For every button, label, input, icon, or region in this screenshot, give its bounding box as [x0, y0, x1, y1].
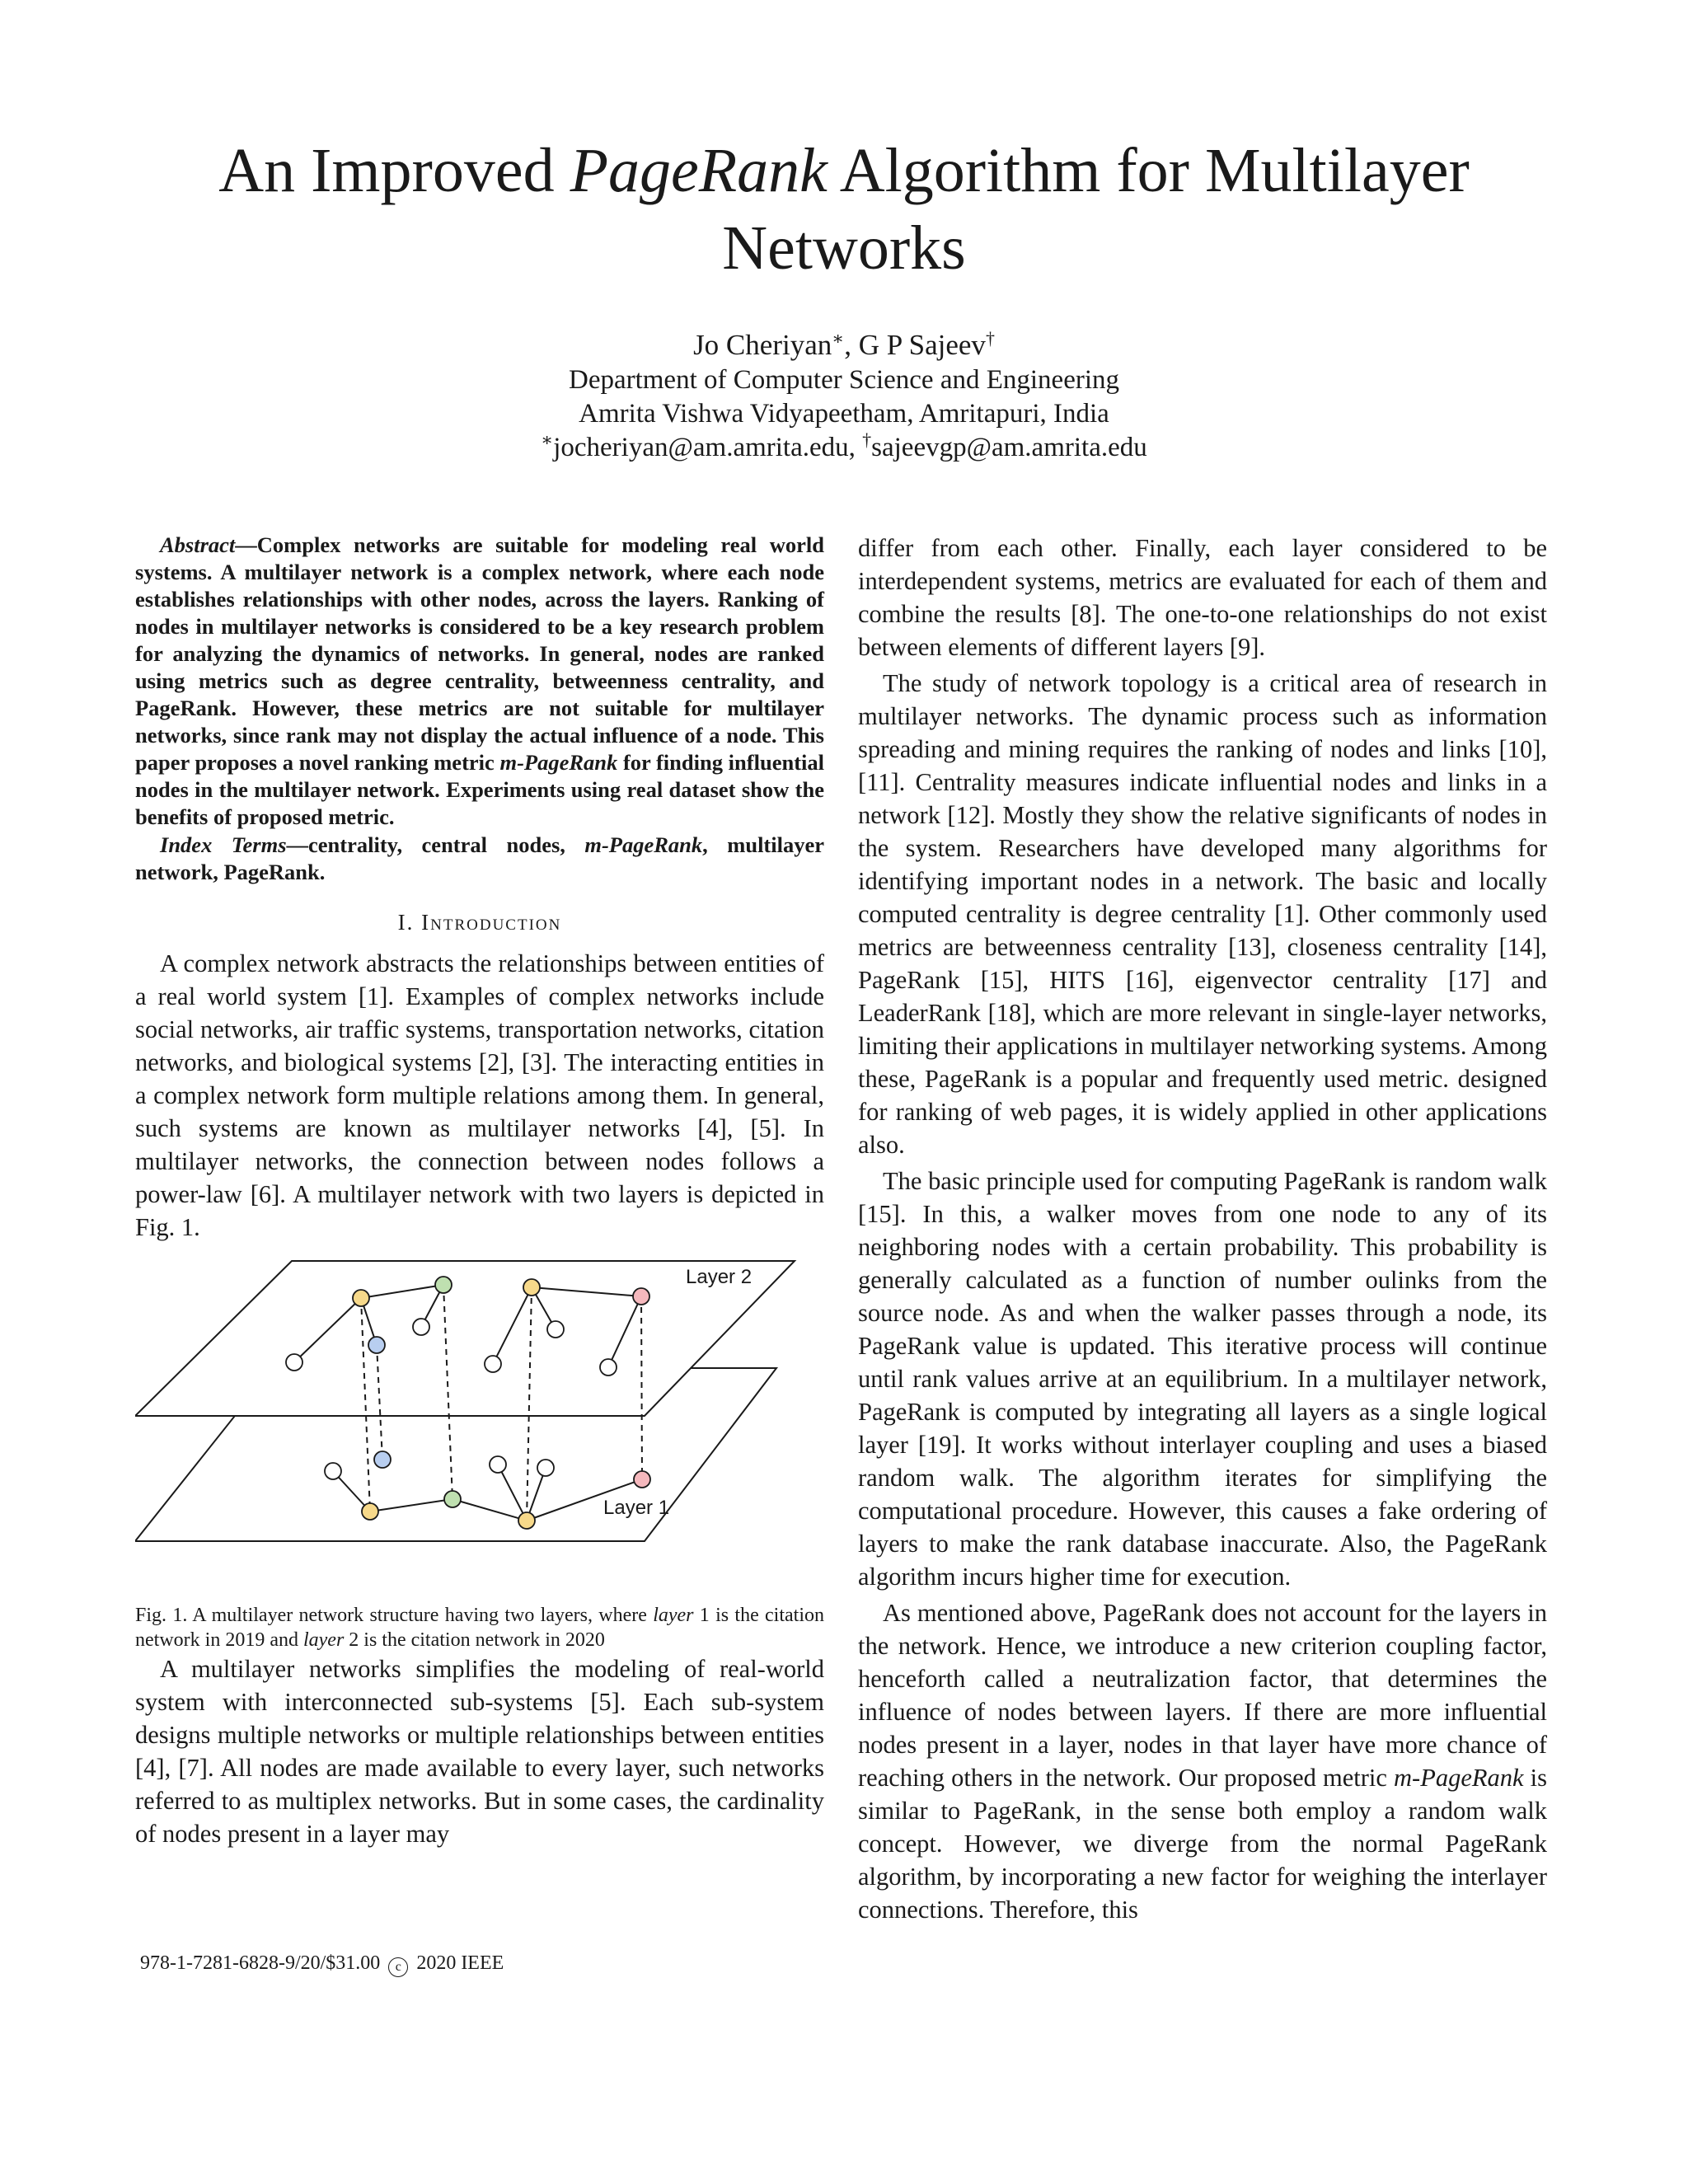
abstract-label: Abstract: [160, 532, 236, 557]
node-l1-yellow-a: [362, 1503, 378, 1520]
node-l2-green: [435, 1277, 452, 1293]
email-1-mark: ∗: [541, 429, 554, 450]
right-paragraph-2: The study of network topology is a critical area of research in multilayer networks. The dynamic process such as information spreading and mining requires the ranking of nodes and links [10], [11]. Centrality measures indicate influential nodes and links in a network [12]. Mostly they show the relative significants of nodes in the system. Researchers have developed many algorithms for identifying important nodes in a network. The basic and locally computed centrality is degree centrality [1]. Other commonly used metrics are betweenness centrality [13], closeness centrality [14], PageRank [15], HITS [16], eigenvector centrality [17] and LeaderRank [18], which are more relevant in single-layer networks, limiting their applications in multilayer networking systems. Among these, PageRank is a popular and frequently used metric. designed for ranking of web pages, it is widely applied in other applications also.: [858, 669, 1547, 1159]
figure-1-caption: [135, 1603, 824, 1652]
section-heading-introduction: [135, 906, 824, 939]
title-text-part1: An Improved: [218, 136, 570, 205]
node-l2-yellow-b: [523, 1279, 540, 1296]
author-2-name: G P Sajeev: [858, 329, 986, 361]
layer-1-label: Layer 1: [603, 1497, 670, 1519]
right-paragraph-4: [858, 1596, 1547, 1926]
abstract-metric: m-PageRank: [499, 750, 618, 775]
node-l2-blue: [368, 1337, 385, 1353]
copyright-footer: [140, 1951, 504, 1977]
department: Department of Computer Science and Engineering: [568, 365, 1120, 395]
paper-title: [99, 132, 1589, 287]
intro-paragraph-2: A multilayer networks simplifies the modeling of real-world system with interconnected sub-systems [5]. Each sub-system designs multiple networks or multiple relationships between entities [4], [7]. All nodes are made available to every layer, such networks referred to as multiplex networks. But in some cases, the cardinality of nodes present in a layer may: [135, 1655, 824, 1848]
section-number: I.: [397, 910, 415, 935]
caption-end: 2 is the citation network in 2020: [344, 1629, 605, 1651]
author-1-mark: ∗: [832, 328, 845, 349]
author-1-name: Jo Cheriyan: [693, 329, 832, 361]
author-block: [0, 328, 1688, 465]
email-2-mark: †: [862, 429, 872, 450]
right-paragraph-3: The basic principle used for computing PageRank is random walk [15]. In this, a walker moves from one node to any of its neighboring nodes with a certain probability. This probability is generally calculated as a function of number oulinks from the source node. As and when the walker passes through a node, its PageRank value is updated. This iterative process will continue until rank values arrive at an equilibrium. In a multilayer network, PageRank is computed by integrating all layers as a single logical layer [19]. It works without interlayer coupling and uses a biased random walk. The algorithm iterates for simplifying the computational procedure. However, this causes a fake ordering of layers to make the rank database inaccurate. Also, the PageRank algorithm incurs higher time for execution.: [858, 1167, 1547, 1591]
title-text-part2: Algorithm for Multilayer: [827, 136, 1470, 205]
author-names: [0, 328, 1688, 362]
node-l2-white-a: [286, 1354, 302, 1371]
node-l2-red: [633, 1288, 649, 1305]
author-1-email[interactable]: jocheriyan@am.amrita.edu,: [553, 433, 856, 462]
index-terms-text-2: , multilayer network, PageRank.: [135, 832, 825, 884]
author-2-mark: †: [985, 328, 995, 349]
author-2-email[interactable]: sajeevgp@am.amrita.edu: [871, 433, 1147, 462]
layer-2-label: Layer 2: [686, 1266, 753, 1288]
right-paragraph-1: differ from each other. Finally, each layer considered to be interdependent systems, metrics are evaluated for each of them and combine the results [8]. The one-to-one relationships do not exist between elements of different layers [9].: [858, 534, 1547, 661]
index-terms-metric: m-PageRank: [584, 832, 703, 857]
caption-layer-1-var: layer: [653, 1605, 694, 1626]
copyright-icon: [388, 1957, 408, 1977]
index-terms-text-1: centrality, central nodes,: [308, 832, 585, 857]
index-terms-dash: —: [286, 832, 309, 857]
email-line: [0, 431, 1688, 465]
copyright-symbol: c: [395, 1960, 401, 1974]
caption-layer-2-var: layer: [302, 1629, 345, 1651]
section-title: Introduction: [421, 910, 562, 935]
caption-mid: 1 is the citation network in 2019 and: [135, 1605, 824, 1651]
index-terms-label: Index Terms: [160, 832, 287, 857]
abstract: [135, 532, 824, 831]
node-l2-white-c: [485, 1356, 501, 1372]
node-l2-white-e: [600, 1359, 617, 1376]
node-l2-white-d: [547, 1321, 564, 1338]
abstract-dash: —: [235, 532, 257, 557]
node-l2-white-b: [413, 1319, 429, 1335]
node-l1-white-b: [490, 1456, 506, 1473]
node-l1-white-a: [325, 1463, 341, 1479]
right-paragraph-4-text-a: As mentioned above, PageRank does not account for the layers in the network. Hence, we introduce a new criterion coupling factor, henceforth called a neutralization factor, that determines the influence of nodes between layers. If there are more influential nodes present in a layer, nodes in that layer have more chance of reaching others in the network. Our proposed metric: [858, 1599, 1547, 1792]
node-l1-blue: [374, 1451, 391, 1468]
index-terms: [135, 832, 824, 886]
node-l2-yellow-a: [353, 1290, 369, 1306]
multilayer-network-diagram: [135, 1257, 824, 1603]
isbn-price: 978-1-7281-6828-9/20/$31.00: [140, 1952, 381, 1974]
caption-prefix: Fig. 1. A multilayer network structure having two layers, where: [135, 1605, 654, 1626]
node-l1-red: [634, 1471, 650, 1488]
title-text-line2: Networks: [722, 213, 966, 283]
title-italic-term: PageRank: [570, 136, 828, 205]
node-l1-green: [444, 1491, 461, 1507]
copyright-year-org: 2020 IEEE: [416, 1952, 504, 1974]
right-column: [858, 532, 1547, 1926]
figure-1: [135, 1257, 824, 1603]
node-l1-white-c: [537, 1460, 554, 1476]
affiliation: Amrita Vishwa Vidyapeetham, Amritapuri, India: [579, 399, 1109, 429]
right-paragraph-4-metric: m-PageRank: [1394, 1764, 1524, 1792]
author-separator: ,: [844, 329, 859, 361]
left-column: [135, 532, 824, 1850]
right-paragraph-4-text-b: is similar to PageRank, in the sense both employ a random walk concept. However, we diverge from the normal PageRank algorithm, by incorporating a new factor for weighing the interlayer connections. Therefore, this: [858, 1764, 1548, 1924]
abstract-text-2: for finding influential nodes in the multilayer network. Experiments using real dataset show the benefits of proposed metric.: [135, 750, 824, 829]
node-l1-yellow-b: [518, 1512, 535, 1529]
intro-paragraph-1: A complex network abstracts the relationships between entities of a real world system [1]. Examples of complex networks include social networks, air traffic systems, transportation networks, citation networks, and biological systems [2], [3]. The interacting entities in a complex network form multiple relations among them. In general, such systems are known as multilayer networks [4], [5]. In multilayer networks, the connection between nodes follows a power-law [6]. A multilayer network with two layers is depicted in Fig. 1.: [135, 949, 824, 1241]
abstract-text-1: Complex networks are suitable for modeling real world systems. A multilayer network is a complex network, where each node establishes relationships with other nodes, across the layers. Ranking of nodes in multilayer networks is considered to be a key research problem for analyzing the dynamics of networks. In general, nodes are ranked using metrics such as degree centrality, betweenness centrality, and PageRank. However, these metrics are not suitable for multilayer networks, since rank may not display the actual influence of a node. This paper proposes a novel ranking metric: [135, 532, 824, 775]
